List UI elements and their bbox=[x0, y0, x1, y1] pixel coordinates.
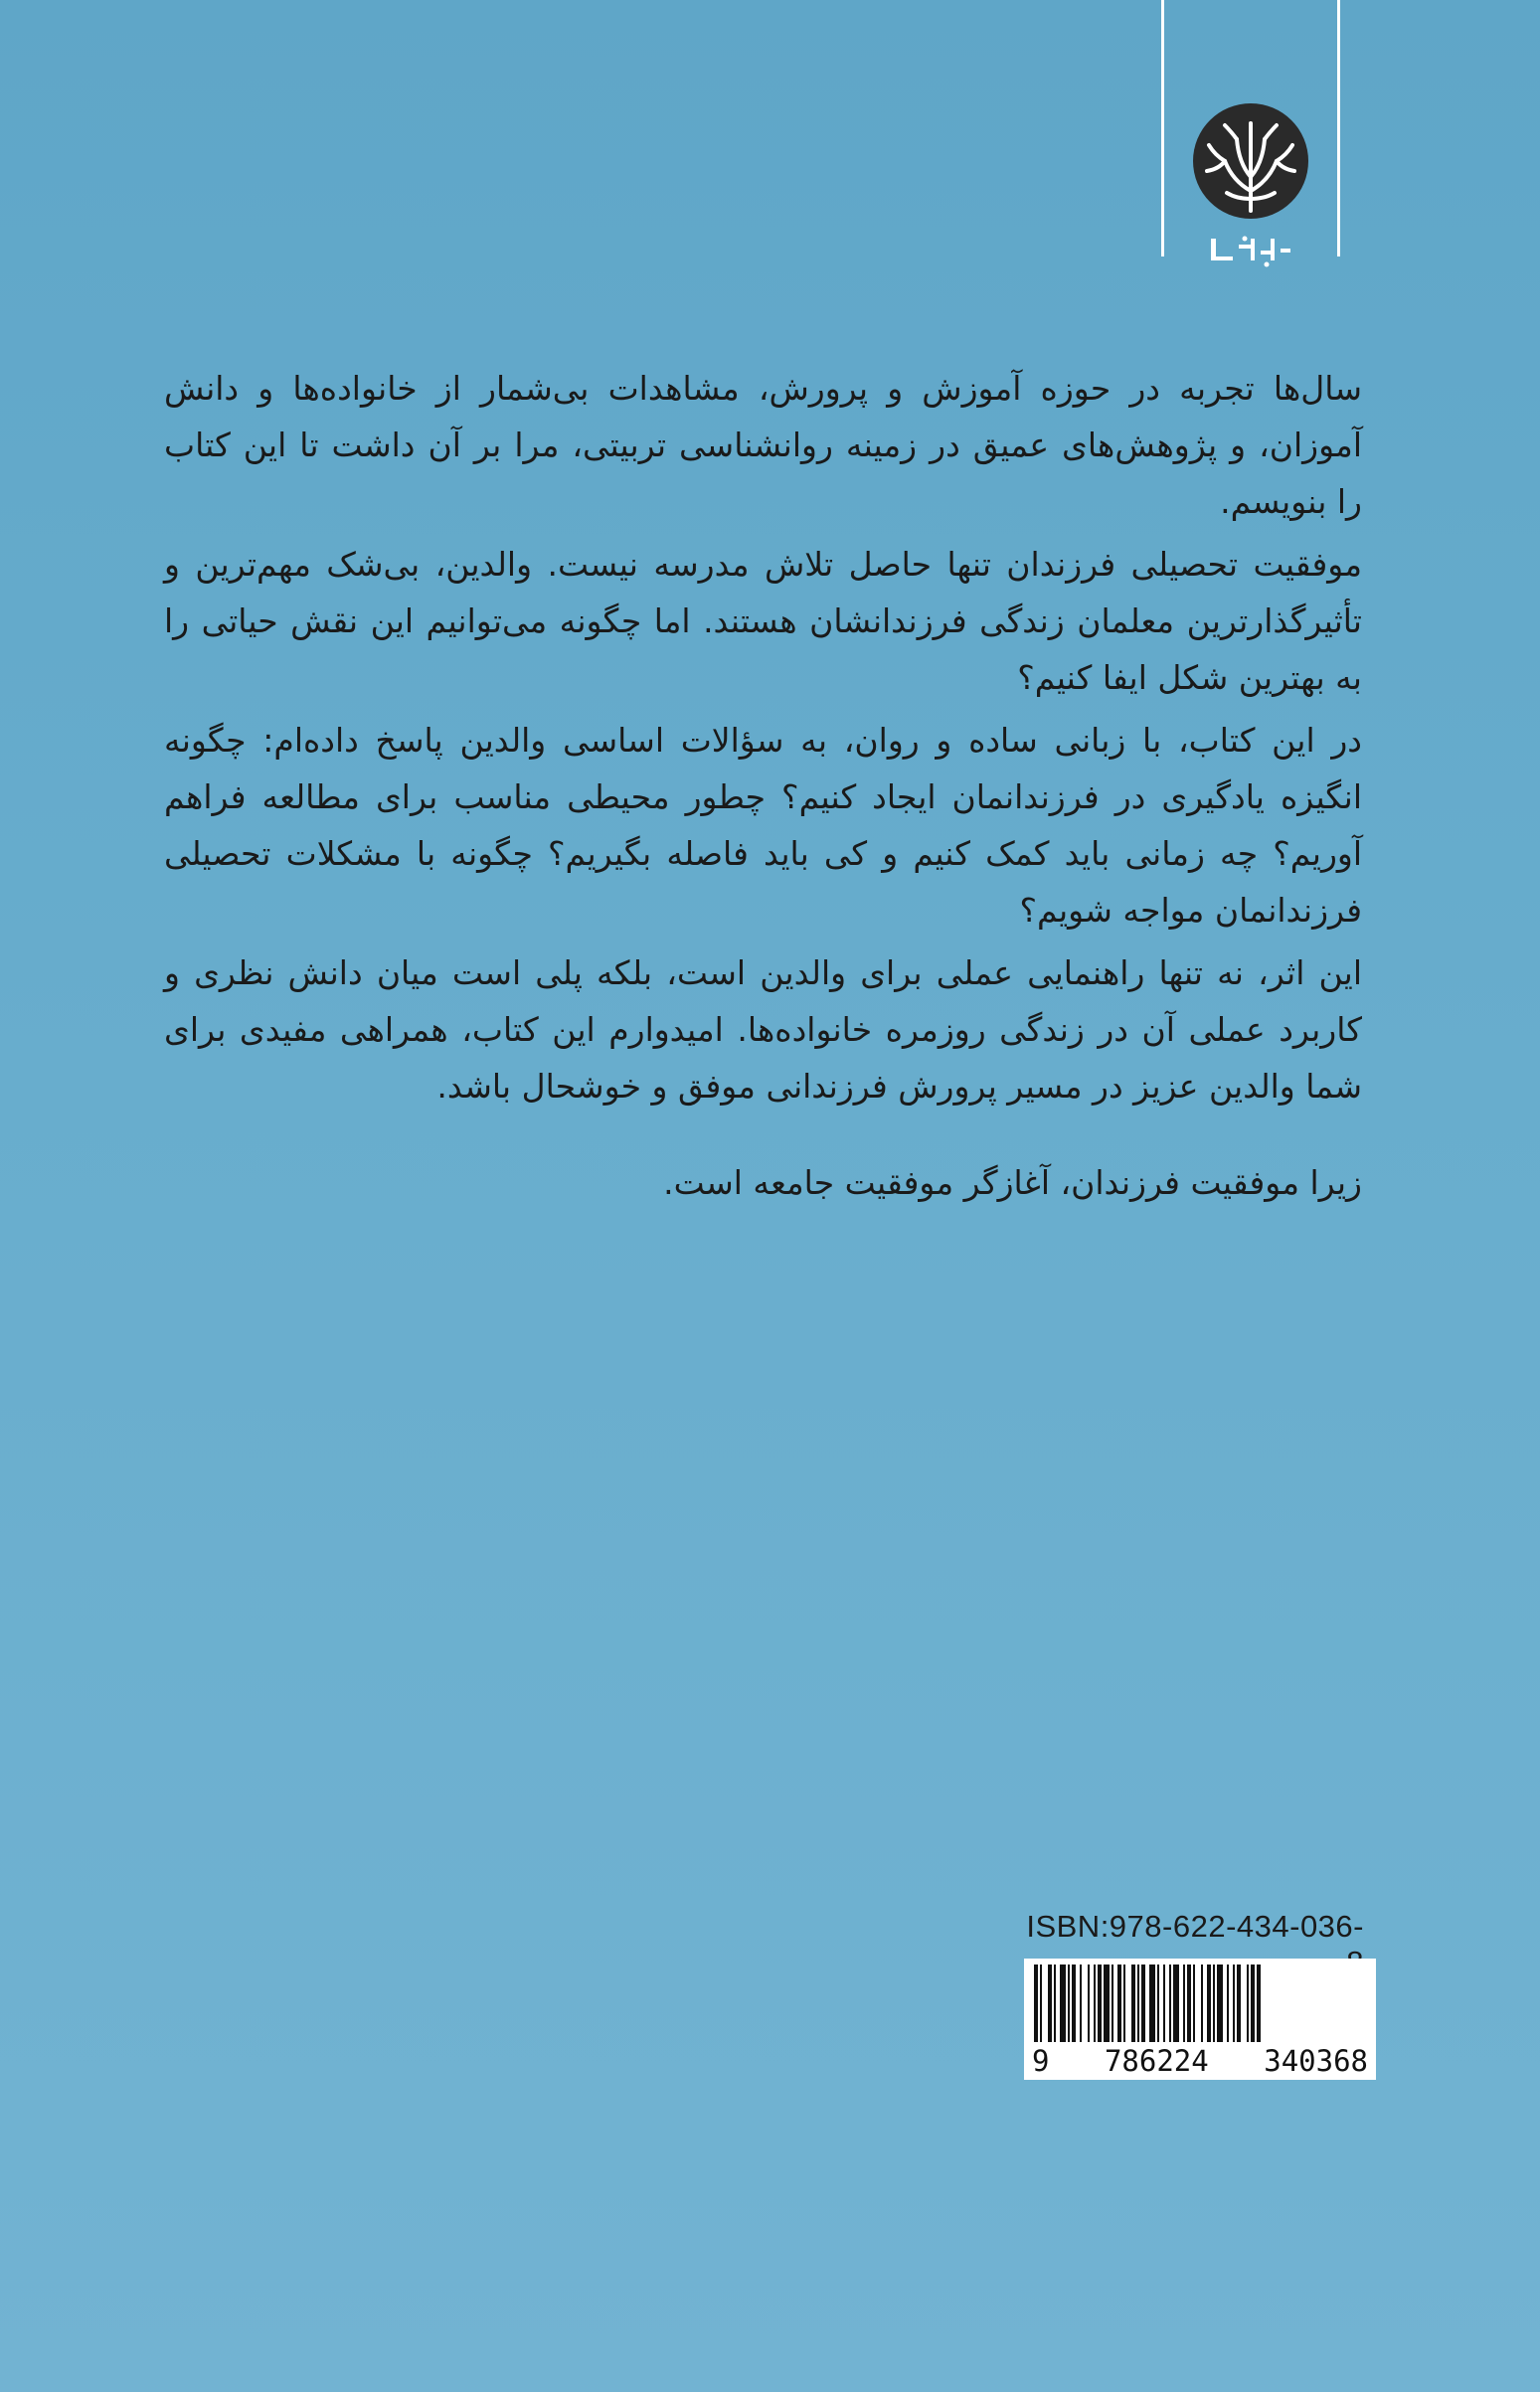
barcode-bar bbox=[1060, 1965, 1066, 2046]
barcode-bar bbox=[1034, 1965, 1038, 2046]
barcode-digit-group: 786224 bbox=[1104, 2044, 1209, 2078]
barcode-bar bbox=[1213, 1965, 1215, 2046]
barcode-bar bbox=[1072, 1965, 1076, 2046]
publisher-wordmark-glyph bbox=[1211, 237, 1290, 267]
blurb-paragraph-4: این اثر، نه تنها راهنمایی عملی برای والدین است، بلکه پلی است میان دانش نظری و کاربرد عملی آن در زندگی روزمره خانواده‌ها. امیدوارم این کتاب، همراهی مفیدی برای شما والدین عزیز در مسیر پرورش فرزندانی موفق و خوشحال باشد. bbox=[164, 953, 1362, 1106]
blurb-paragraph-1: سال‌ها تجربه در حوزه آموزش و پرورش، مشاهدات بی‌شمار از خانواده‌ها و دانش آموزان، و پژوهش‌های عمیق در زمینه روانشناسی تربیتی، مرا بر آن داشت تا این کتاب را بنویسم. bbox=[164, 369, 1362, 521]
isbn-barcode bbox=[1024, 1959, 1376, 2080]
barcode-digit-group: 340368 bbox=[1264, 2044, 1368, 2078]
barcode-bar bbox=[1169, 1965, 1171, 2046]
barcode-bar bbox=[1251, 1965, 1255, 2046]
barcode-bar bbox=[1157, 1965, 1159, 2046]
barcode-bar bbox=[1080, 1965, 1082, 2046]
barcode-bar bbox=[1217, 1965, 1223, 2046]
barcode-bar bbox=[1187, 1965, 1191, 2046]
logo-frame-line-left bbox=[1161, 0, 1164, 256]
barcode-bar bbox=[1104, 1965, 1110, 2046]
barcode-bar bbox=[1173, 1965, 1179, 2046]
barcode-bar bbox=[1088, 1965, 1090, 2046]
barcode-bar bbox=[1048, 1965, 1052, 2046]
tree-icon bbox=[1181, 99, 1320, 268]
barcode-bar bbox=[1117, 1965, 1121, 2046]
barcode-bar bbox=[1054, 1965, 1056, 2046]
barcode-bar bbox=[1131, 1965, 1135, 2046]
barcode-bar bbox=[1237, 1965, 1241, 2046]
barcode-bar bbox=[1201, 1965, 1203, 2046]
barcode-digit-group: 9 bbox=[1032, 2044, 1050, 2078]
barcode-bars bbox=[1024, 1959, 1376, 2046]
barcode-bar bbox=[1094, 1965, 1096, 2046]
barcode-bar bbox=[1247, 1965, 1249, 2046]
barcode-digits bbox=[1024, 2042, 1376, 2080]
logo-frame-line-right bbox=[1337, 0, 1340, 256]
blurb-paragraph-3: در این کتاب، با زبانی ساده و روان، به سؤالات اساسی والدین پاسخ داده‌ام: چگونه انگیزه یادگیری در فرزندانمان ایجاد کنیم؟ چطور محیطی مناسب برای مطالعه فراهم آوریم؟ چه زمانی باید کمک کنیم و کی باید فاصله بگیریم؟ چگونه با مشکلات تحصیلی فرزندانمان مواجه شویم؟ bbox=[164, 721, 1362, 930]
barcode-bar bbox=[1149, 1965, 1155, 2046]
blurb-text bbox=[164, 360, 1362, 1217]
barcode-bar bbox=[1163, 1965, 1165, 2046]
barcode-bar bbox=[1112, 1965, 1113, 2046]
barcode-bar bbox=[1141, 1965, 1145, 2046]
barcode-bar bbox=[1207, 1965, 1211, 2046]
isbn-label: ISBN:978-622-434-036- bbox=[1026, 1909, 1364, 1944]
barcode-bar bbox=[1068, 1965, 1070, 2046]
barcode-bar bbox=[1137, 1965, 1139, 2046]
barcode-bar bbox=[1257, 1965, 1261, 2046]
blurb-closing-line: زیرا موفقیت فرزندان، آغازگر موفقیت جامعه است. bbox=[663, 1163, 1362, 1202]
barcode-bar bbox=[1233, 1965, 1235, 2046]
publisher-logo bbox=[1181, 99, 1320, 268]
barcode-bar bbox=[1227, 1965, 1229, 2046]
blurb-paragraph-2: موفقیت تحصیلی فرزندان تنها حاصل تلاش مدرسه نیست. والدین، بی‌شک مهم‌ترین و تأثیرگذارترین معلمان زندگی فرزندانشان هستند. اما چگونه می‌توانیم این نقش حیاتی را به بهترین شکل ایفا کنیم؟ bbox=[164, 545, 1362, 697]
barcode-bar bbox=[1098, 1965, 1102, 2046]
barcode-bar bbox=[1183, 1965, 1185, 2046]
barcode-bar bbox=[1123, 1965, 1125, 2046]
barcode-bar bbox=[1040, 1965, 1042, 2046]
barcode-bar bbox=[1193, 1965, 1195, 2046]
